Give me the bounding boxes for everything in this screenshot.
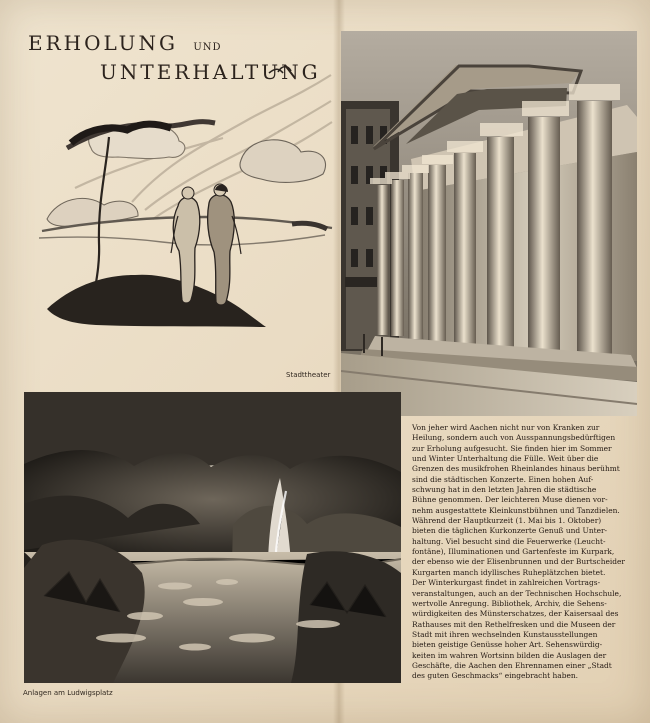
main-title-line-1 <box>28 31 222 55</box>
article-line: Von jeher wird Aachen nicht nur von Kranken zur <box>412 423 600 432</box>
article-line: und Winter Unterhaltung die Fülle. Weit über die <box>412 454 599 464</box>
article-line: Stadt mit ihren wechselnden Kunstausstellungen <box>412 629 598 639</box>
article-line: Der Winterkurgast findet in zahlreichen Vortrags- <box>412 578 601 588</box>
main-title-line-2: UNTERHALTUNG <box>100 60 321 84</box>
article-line: Während der Hauptkurzeit (1. Mai bis 1. Oktober) <box>412 516 602 526</box>
article-line: zur Erholung aufgesucht. Sie finden hier im Sommer <box>412 443 612 453</box>
article-line: würdigkeiten des Münsterschatzes, der Kaisersaal des <box>412 609 619 619</box>
article-line: Grenzen des musikfrohen Rheinlandes hinaus berühmt <box>412 464 620 474</box>
article-line: Geschäfte, die Aachen den Ehrennamen einer „Stadt <box>412 660 612 670</box>
article-line: Heilung, sondern auch von Ausspannungsbedürftigen <box>412 433 616 443</box>
ludwigsplatz-caption: Anlagen am Ludwigsplatz <box>23 689 113 697</box>
article-line: Bühne genommen. Der leichteren Muse dienen vor- <box>412 495 608 505</box>
article-line: Kurgarten manch idyllisches Ruheplätzchen bietet. <box>412 567 606 577</box>
article-line: haltung. Viel besucht sind die Feuerwerke (Leucht- <box>412 536 606 546</box>
article-line: keiten im wahren Wortsinn bilden die Auslagen der <box>412 650 607 660</box>
article-line: nehm ausgestattete Kleinkunstbühnen und Tanzdielen. <box>412 505 620 515</box>
article-line: bieten die täglichen Kurkonzerte Genuß und Unter- <box>412 526 608 536</box>
article-line: bieten geistige Genüsse hoher Art. Sehenswürdig- <box>412 640 603 650</box>
article-line: sind die städtischen Konzerte. Einen hohen Auf- <box>412 474 594 484</box>
stadttheater-photo <box>341 31 637 416</box>
main-title-word-erholung: ERHOLUNG <box>28 31 179 55</box>
article-line: Rathauses mit den Rethelfresken und die Museen der <box>412 619 616 629</box>
article-line: wertvolle Anregung. Bibliothek, Archiv, die Sehens- <box>412 598 607 608</box>
main-title-connector: UND <box>193 42 222 53</box>
stadttheater-photo-image <box>341 31 637 416</box>
article-line: fontäne), Illuminationen und Gartenfeste im Kurpark, <box>412 547 615 557</box>
ludwigsplatz-park-photo <box>24 392 401 683</box>
article-line: des guten Geschmacks“ eingebracht haben. <box>412 671 579 681</box>
article-line: der ebenso wie der Elisenbrunnen und der Burtscheider <box>412 557 625 567</box>
article-text <box>412 423 642 682</box>
article-line: schwung hat in den letzten Jahren die städtische <box>412 485 597 495</box>
stadttheater-caption: Stadttheater <box>286 371 331 379</box>
article-line: veranstaltungen, auch an der Technischen Hochschule, <box>412 588 622 598</box>
ludwigsplatz-park-photo-image <box>24 392 401 683</box>
